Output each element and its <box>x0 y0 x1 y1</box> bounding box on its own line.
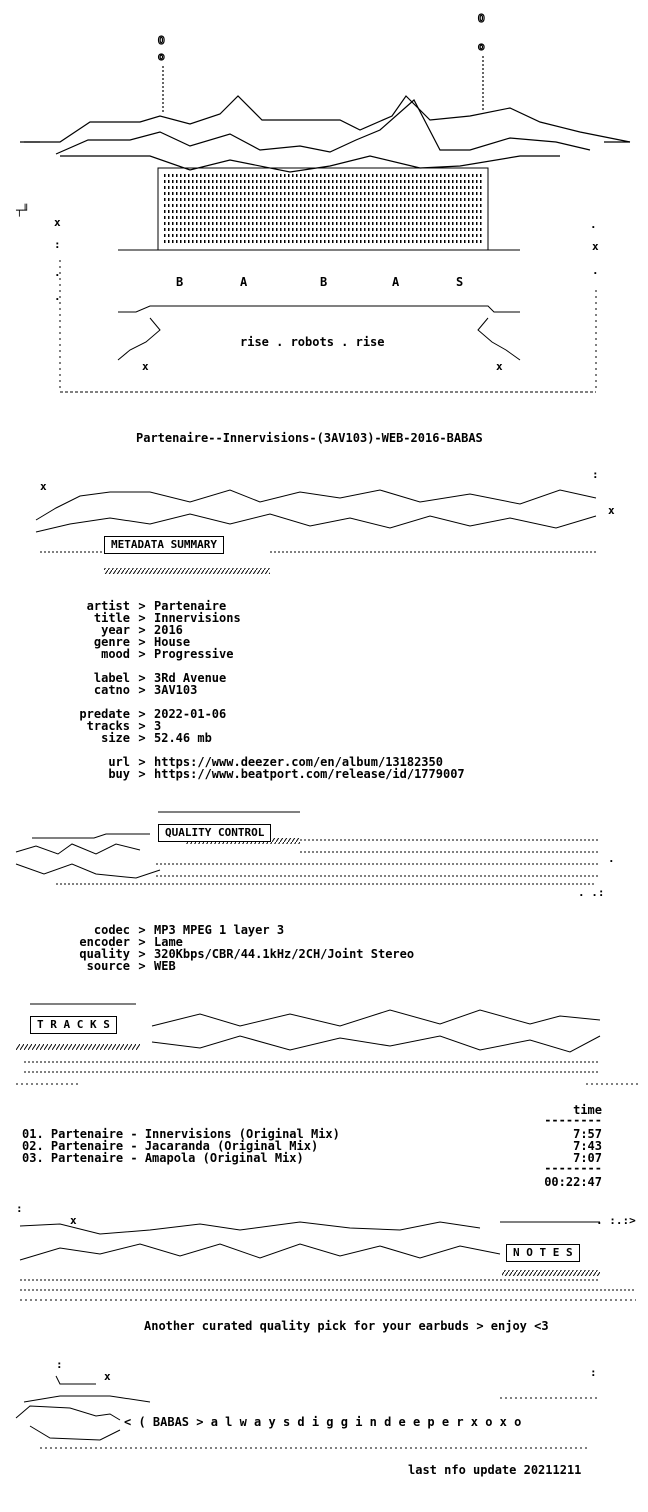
meta-sep: > <box>138 671 146 685</box>
time-header: time <box>573 1103 602 1117</box>
track-time: 7:57 <box>573 1127 602 1141</box>
svg-text::: : <box>54 238 61 251</box>
meta-value: Progressive <box>154 647 234 661</box>
svg-text::: : <box>16 1202 23 1215</box>
quality-key: codec <box>93 923 130 937</box>
svg-text:.: . <box>54 290 61 303</box>
svg-text:.: . <box>54 266 61 279</box>
svg-text:o: o <box>158 50 165 63</box>
svg-text:x: x <box>40 480 47 493</box>
meta-value: 3Rd Avenue <box>154 671 227 685</box>
total-rule: -------- <box>544 1161 602 1175</box>
quality-row <box>46 960 176 972</box>
track-title: 01. Partenaire - Innervisions (Original Mix) <box>22 1127 340 1141</box>
meta-sep: > <box>138 707 146 721</box>
meta-value: Partenaire <box>154 599 227 613</box>
svg-text:.: . <box>590 218 597 231</box>
svg-text:x: x <box>496 360 503 373</box>
svg-text:x: x <box>592 240 599 253</box>
meta-key: predate <box>79 707 130 721</box>
meta-value: 3AV103 <box>154 683 198 697</box>
tracks-art <box>0 996 648 1096</box>
svg-text::: : <box>592 468 599 481</box>
banner-letter: B <box>176 275 184 289</box>
meta-key: tracks <box>86 719 130 733</box>
quality-sep: > <box>138 959 146 973</box>
meta-sep: > <box>138 767 146 781</box>
svg-text:x: x <box>608 504 615 517</box>
svg-text:O: O <box>158 34 165 47</box>
quality-sep: > <box>138 947 146 961</box>
banner-letter: A <box>240 275 248 289</box>
svg-text:x: x <box>104 1370 111 1383</box>
notes-heading: N O T E S <box>506 1244 580 1262</box>
track-time: 7:07 <box>573 1151 602 1165</box>
banner-slogan: rise . robots . rise <box>240 335 385 349</box>
meta-row <box>46 684 197 696</box>
svg-text:O: O <box>478 12 485 25</box>
buy-link[interactable]: https://www.beatport.com/release/id/1779007 <box>154 767 465 781</box>
meta-key: label <box>93 671 130 685</box>
meta-key: size <box>101 731 130 745</box>
meta-key: url <box>108 755 130 769</box>
quality-heading: QUALITY CONTROL <box>158 824 271 842</box>
meta-key: year <box>101 623 130 637</box>
track-time: 7:43 <box>573 1139 602 1153</box>
time-rule: -------- <box>544 1113 602 1127</box>
meta-value: House <box>154 635 191 649</box>
svg-text:.: . <box>608 852 615 865</box>
meta-key: catno <box>93 683 130 697</box>
meta-row <box>46 672 226 684</box>
footer-logo-art <box>0 1356 648 1456</box>
meta-sep: > <box>138 755 146 769</box>
meta-value: 2016 <box>154 623 183 637</box>
track-title: 03. Partenaire - Amapola (Original Mix) <box>22 1151 304 1165</box>
meta-sep: > <box>138 611 146 625</box>
release-name: Partenaire--Innervisions-(3AV103)-WEB-2016-BABAS <box>136 431 483 445</box>
meta-row <box>46 732 212 744</box>
svg-text:┬╜: ┬╜ <box>16 204 30 217</box>
track-title: 02. Partenaire - Jacaranda (Original Mix) <box>22 1139 319 1153</box>
meta-key: title <box>93 611 130 625</box>
svg-text:x: x <box>54 216 61 229</box>
svg-text:o: o <box>478 40 485 53</box>
url-link[interactable]: https://www.deezer.com/en/album/13182350 <box>154 755 443 769</box>
meta-sep: > <box>138 731 146 745</box>
svg-text::: : <box>56 1358 63 1371</box>
quality-key: encoder <box>79 935 130 949</box>
metadata-art <box>0 468 648 578</box>
svg-text::: : <box>590 1366 597 1379</box>
svg-text:. .:: . .: <box>578 886 605 899</box>
meta-key: genre <box>93 635 130 649</box>
svg-text:. :.:>: . :.:> <box>596 1214 636 1227</box>
svg-text:x: x <box>142 360 149 373</box>
quality-sep: > <box>138 935 146 949</box>
meta-value: 2022-01-06 <box>154 707 227 721</box>
quality-key: source <box>86 959 130 973</box>
meta-sep: > <box>138 719 146 733</box>
banner-letter: B <box>320 275 328 289</box>
meta-sep: > <box>138 647 146 661</box>
tracks-heading: T R A C K S <box>30 1016 117 1034</box>
quality-sep: > <box>138 923 146 937</box>
notes-text: Another curated quality pick for your earbuds > enjoy <3 <box>144 1319 549 1333</box>
meta-value: 52.46 mb <box>154 731 212 745</box>
meta-key: buy <box>108 767 130 781</box>
svg-text:x: x <box>70 1214 77 1227</box>
meta-row <box>46 708 226 720</box>
footer-tagline: < ( BABAS > a l w a y s d i g g i n d e e p e r x o x o <box>124 1415 522 1429</box>
meta-value: Innervisions <box>154 611 241 625</box>
quality-key: quality <box>79 947 130 961</box>
quality-value: MP3 MPEG 1 layer 3 <box>154 923 285 937</box>
meta-sep: > <box>138 635 146 649</box>
svg-text:.: . <box>592 264 599 277</box>
banner-letter: S <box>456 275 464 289</box>
quality-value: 320Kbps/CBR/44.1kHz/2CH/Joint Stereo <box>154 947 415 961</box>
metadata-heading: METADATA SUMMARY <box>104 536 224 554</box>
quality-art <box>0 800 648 900</box>
meta-key: artist <box>86 599 130 613</box>
meta-row <box>46 768 465 780</box>
meta-key: mood <box>101 647 130 661</box>
quality-value: WEB <box>154 959 176 973</box>
meta-sep: > <box>138 599 146 613</box>
banner-letter: A <box>392 275 400 289</box>
quality-value: Lame <box>154 935 183 949</box>
meta-row <box>46 648 233 660</box>
meta-sep: > <box>138 683 146 697</box>
footer-updated: last nfo update 20211211 <box>408 1463 582 1477</box>
track-row <box>22 1152 602 1164</box>
meta-sep: > <box>138 623 146 637</box>
meta-value: 3 <box>154 719 162 733</box>
total-time: 00:22:47 <box>544 1175 602 1189</box>
